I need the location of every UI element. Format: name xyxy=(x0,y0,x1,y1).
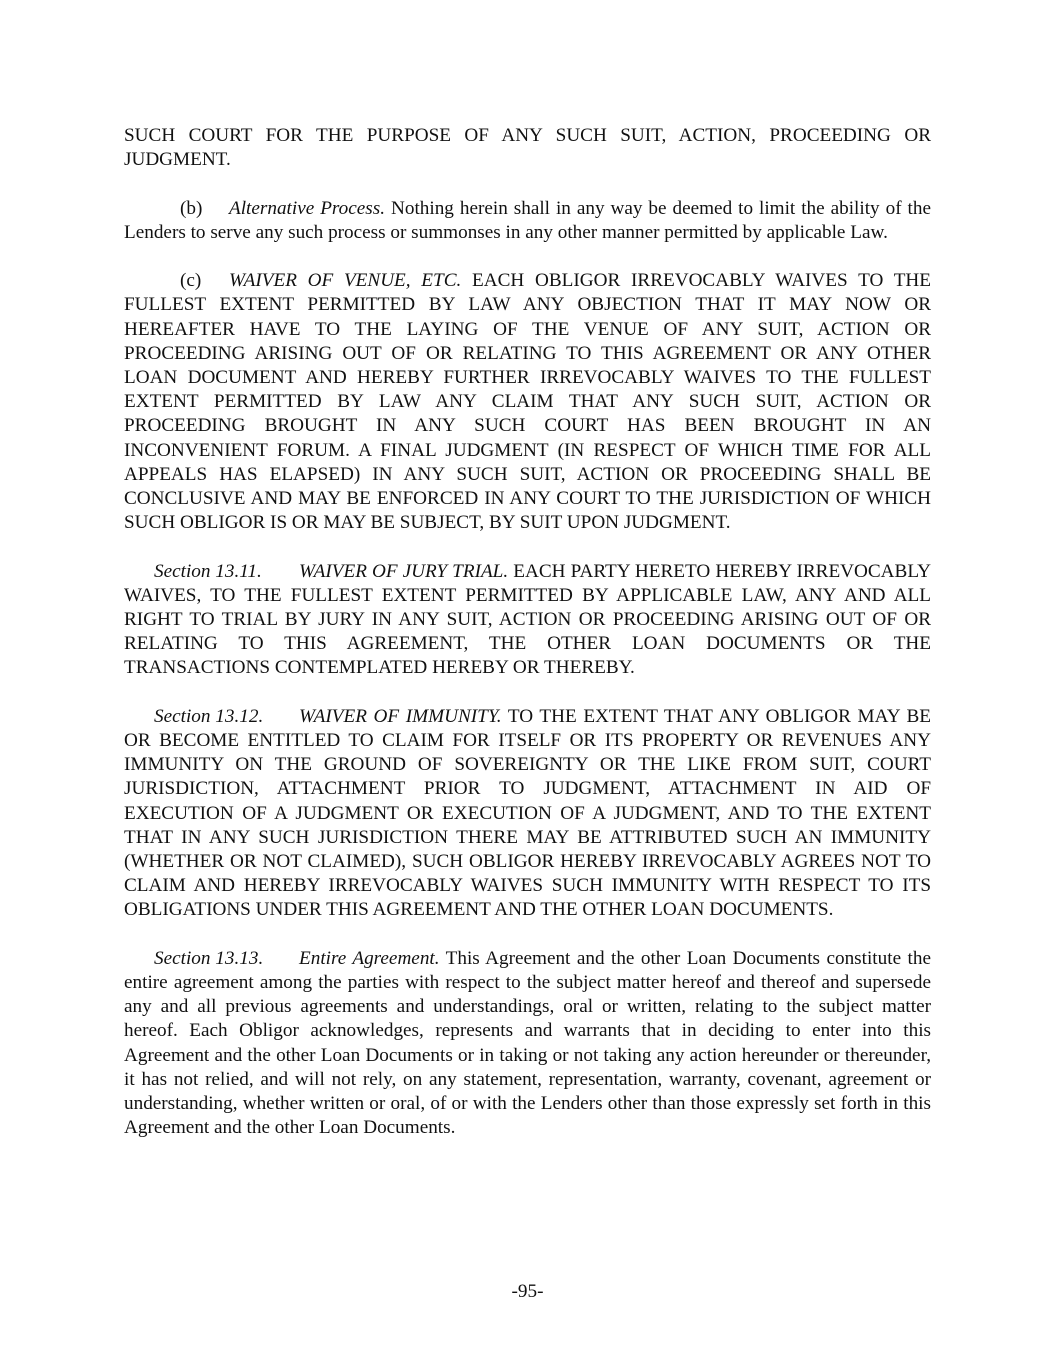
subsection-b xyxy=(124,197,931,245)
subsection-b-heading: Alternative Process. xyxy=(229,197,386,219)
page-number: -95- xyxy=(511,1281,544,1302)
section-13-13-number: Section 13.13. xyxy=(154,947,264,969)
subsection-c-text: EACH OBLIGOR IRREVOCABLY WAIVES TO THE FULLEST EXTENT PERMITTED BY LAW ANY OBJECTION THAT IT MAY NOW OR HEREAFTER HAVE TO THE LAYING OF THE VENUE OF ANY SUIT, ACTION OR PROCEEDING ARISING OUT OF OR RELATING TO THIS AGREEMENT OR ANY OTHER LOAN DOCUMENT AND HEREBY FURTHER IRREVOCABLY WAIVES TO THE FULLEST EXTENT PERMITTED BY LAW ANY CLAIM THAT ANY SUCH SUIT, ACTION OR PROCEEDING BROUGHT IN ANY SUCH COURT HAS BEEN BROUGHT IN AN INCONVENIENT FORUM. A FINAL JUDGMENT (IN RESPECT OF WHICH TIME FOR ALL APPEALS HAS ELAPSED) IN ANY SUCH SUIT, ACTION OR PROCEEDING SHALL BE CONCLUSIVE AND MAY BE ENFORCED IN ANY COURT TO THE JURISDICTION OF WHICH SUCH OBLIGOR IS OR MAY BE SUBJECT, BY SUIT UPON JUDGMENT. xyxy=(124,270,931,534)
subsection-b-marker: (b) xyxy=(180,197,203,219)
section-13-12-text: TO THE EXTENT THAT ANY OBLIGOR MAY BE OR BECOME ENTITLED TO CLAIM FOR ITSELF OR ITS PROPERTY OR REVENUES ANY IMMUNITY ON THE GROUND OF SOVEREIGNTY OR THE LIKE FROM SUIT, COURT JURISDICTION, ATTACHMENT PRIOR TO JUDGMENT, ATTACHMENT IN AID OF EXECUTION OF A JUDGMENT OR EXECUTION OF A JUDGMENT, AND TO THE EXTENT THAT IN ANY SUCH JURISDICTION THERE MAY BE ATTRIBUTED SUCH AN IMMUNITY (WHETHER OR NOT CLAIMED), SUCH OBLIGOR HEREBY IRREVOCABLY AGREES NOT TO CLAIM AND HEREBY IRREVOCABLY WAIVES SUCH IMMUNITY WITH RESPECT TO ITS OBLIGATIONS UNDER THIS AGREEMENT AND THE OTHER LOAN DOCUMENTS. xyxy=(124,705,931,921)
section-13-11-number: Section 13.11. xyxy=(154,560,262,582)
subsection-c xyxy=(124,269,931,535)
section-13-12-heading: WAIVER OF IMMUNITY. xyxy=(299,705,502,727)
document-page xyxy=(124,124,931,1140)
subsection-c-heading: WAIVER OF VENUE, ETC. xyxy=(229,270,462,292)
section-13-12-number: Section 13.12. xyxy=(154,705,264,727)
section-13-13 xyxy=(124,947,931,1141)
section-13-11 xyxy=(124,560,931,681)
section-13-13-heading: Entire Agreement. xyxy=(299,947,440,969)
section-13-12 xyxy=(124,705,931,923)
section-13-11-heading: WAIVER OF JURY TRIAL. xyxy=(299,560,509,582)
continuation-paragraph xyxy=(124,124,931,172)
continuation-text: SUCH COURT FOR THE PURPOSE OF ANY SUCH SUIT, ACTION, PROCEEDING OR JUDGMENT. xyxy=(124,125,931,171)
section-13-11-text: EACH PARTY HERETO HEREBY IRREVOCABLY WAIVES, TO THE FULLEST EXTENT PERMITTED BY APPLICABLE LAW, ANY AND ALL RIGHT TO TRIAL BY JURY IN ANY SUIT, ACTION OR PROCEEDING ARISING OUT OF OR RELATING TO THIS AGREEMENT, THE OTHER LOAN DOCUMENTS OR THE TRANSACTIONS CONTEMPLATED HEREBY OR THEREBY. xyxy=(124,560,931,679)
subsection-c-marker: (c) xyxy=(180,270,202,292)
section-13-13-text: This Agreement and the other Loan Documents constitute the entire agreement among the parties with respect to the subject matter hereof and thereof and supersede any and all previous agreements and understandings, oral or written, relating to the subject matter hereof. Each Obligor acknowledges, represents and warrants that in deciding to enter into this Agreement and the other Loan Documents or in taking or not taking any action hereunder or thereunder, it has not relied, and will not rely, on any statement, representation, warranty, covenant, agreement or understanding, whether written or oral, of or with the Lenders other than those expressly set forth in this Agreement and the other Loan Documents. xyxy=(124,947,931,1139)
subsection-b-text: Nothing herein shall in any way be deemed to limit the ability of the Lenders to serve any such process or summonses in any other manner permitted by applicable Law. xyxy=(124,197,931,243)
